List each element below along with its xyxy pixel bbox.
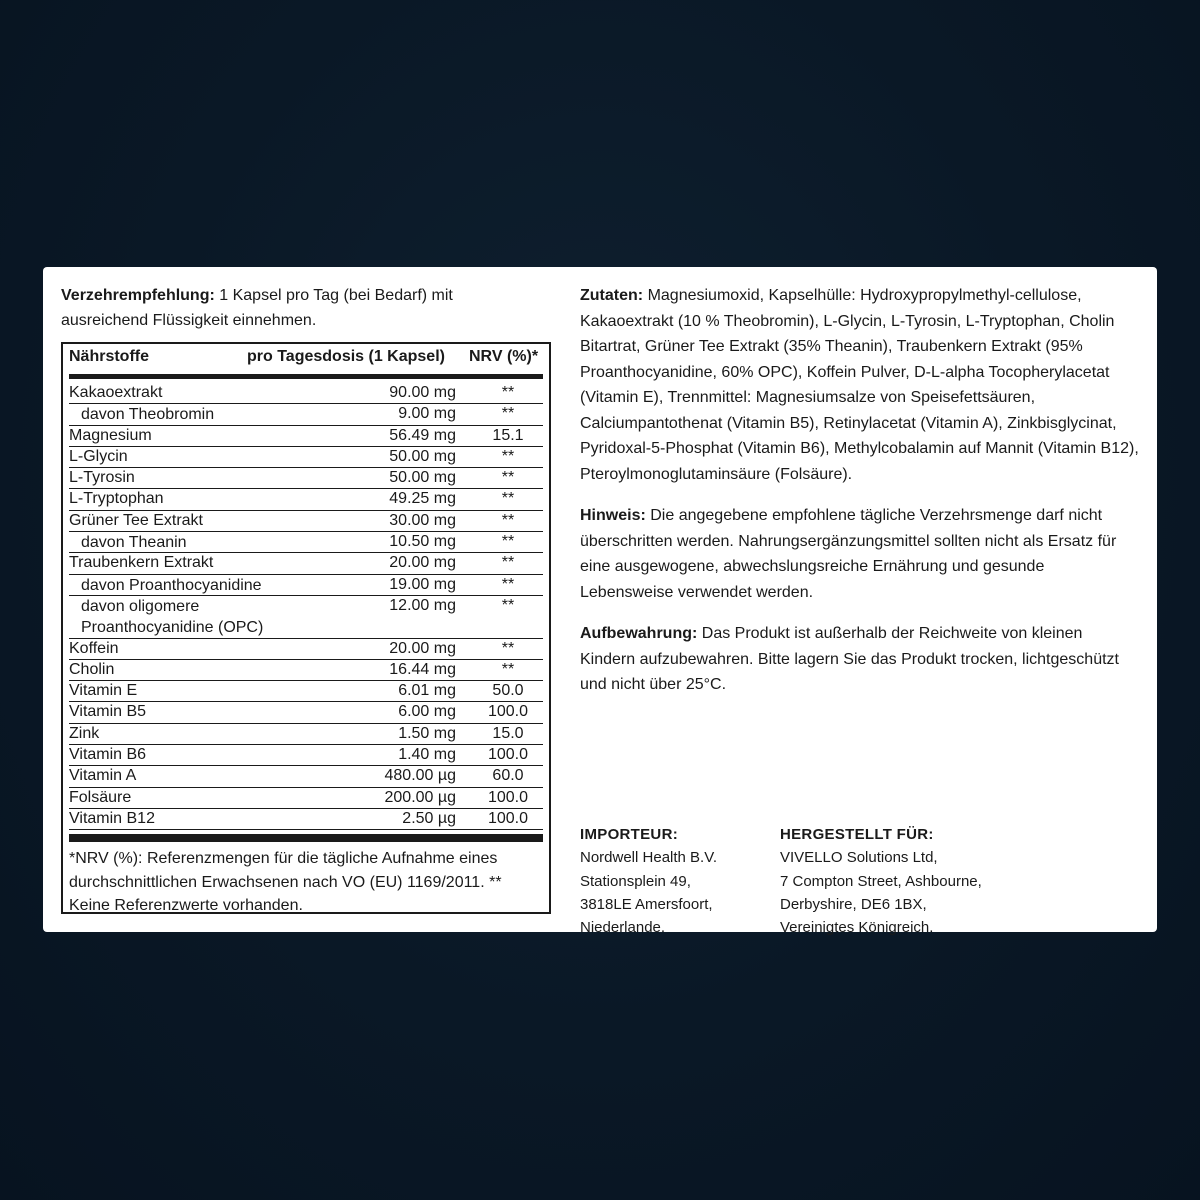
nutrient-nrv: 15.1: [492, 426, 524, 444]
nutrient-dose: 50.00 mg: [389, 469, 456, 487]
dosage-label: Verzehrempfehlung:: [61, 287, 215, 304]
nutrient-name: Cholin: [69, 660, 115, 678]
dosage-text: 1 Kapsel pro Tag (bei Bedarf) mit ausreichend Flüssigkeit einnehmen.: [61, 287, 453, 329]
table-row: [69, 511, 543, 532]
notice-label: Hinweis:: [580, 507, 646, 524]
nutrient-nrv: **: [501, 384, 515, 401]
nutrient-nrv: **: [501, 469, 515, 487]
importer-line: Niederlande.: [580, 919, 666, 937]
left-column: [61, 283, 551, 914]
nutrient-nrv: **: [501, 447, 515, 465]
nutrient-name: davon Proanthocyanidine: [81, 576, 262, 594]
nutrient-name: davon Theanin: [81, 534, 187, 552]
nrv-footnote: *NRV (%): Referenzmengen für die tägliche Aufnahme eines durchschnittlichen Erwachsenen nach VO (EU) 1169/2011. ** Keine Referenzwerte vorhanden.: [69, 850, 502, 914]
nutrient-nrv: 15.0: [492, 724, 524, 742]
header-nutrient: Nährstoffe: [69, 348, 150, 365]
importer-block: [580, 823, 770, 939]
table-bottom-rule: [69, 834, 543, 842]
notice-text: Die angegebene empfohlene tägliche Verzehrsmenge darf nicht überschritten werden. Nahrungsergänzungsmittel sollten nicht als Ersatz für eine ausgewogene, abwechslungsreiche Ernährung und gesunde Lebensweise verwendet werden.: [580, 507, 1117, 601]
nutrient-name: L-Tryptophan: [69, 490, 164, 508]
storage-label: Aufbewahrung:: [580, 625, 698, 642]
ingredients-text: Magnesiumoxid, Kapselhülle: Hydroxypropylmethyl-cellulose, Kakaoextrakt (10 % Theobromin), L-Glycin, L-Tyrosin, L-Tryptophan, Cholin Bitartrat, Grüner Tee Extrakt (35% Theanin), Traubenkern Extrakt (95% Proanthocyanidine, 60% OPC), Koffein Pulver, D-L-alpha Tocopherylacetat (Vitamin E), Trennmittel: Magnesiumsalze von Speisefettsäuren, Calciumpantothenat (Vitamin B5), Retinylacetat (Vitamin A), Zinkbisglycinat, Pyridoxal-5-Phosphat (Vitamin B6), Methylcobalamin auf Mannit (Vitamin B12), Pteroylmonoglutaminsäure (Folsäure).: [580, 287, 1139, 483]
nutrient-name: Folsäure: [69, 788, 132, 806]
nutrient-dose: 1.50 mg: [398, 724, 456, 742]
nutrient-name: Vitamin B12: [69, 809, 155, 827]
table-row: [69, 532, 543, 553]
table-row: [69, 639, 543, 660]
nutrient-name: Grüner Tee Extrakt: [69, 511, 203, 529]
nutrient-name: davon Theobromin: [81, 406, 215, 424]
manufacturer-line: 7 Compton Street, Ashbourne,: [780, 872, 982, 890]
table-row: [69, 553, 543, 574]
table-row: [69, 809, 543, 830]
nutrient-dose: 6.00 mg: [398, 703, 456, 721]
nutrient-nrv: **: [501, 660, 515, 678]
nutrient-name: Vitamin E: [69, 682, 138, 700]
nutrient-name: L-Tyrosin: [69, 469, 135, 487]
nutrient-dose: 20.00 mg: [389, 639, 456, 657]
dosage-recommendation: [61, 283, 511, 333]
table-row: [69, 404, 543, 425]
nutrient-dose: 200.00 µg: [384, 788, 456, 806]
nutrient-dose: 12.00 mg: [389, 596, 456, 614]
table-header: [69, 344, 543, 379]
table-row: [69, 724, 543, 745]
table-row: [69, 596, 543, 639]
nutrient-nrv: 60.0: [492, 767, 524, 785]
nutrient-name: Vitamin B5: [69, 703, 147, 721]
table-row: [69, 681, 543, 702]
nutrient-name: Magnesium: [69, 426, 152, 444]
manufacturer-block: [780, 823, 1040, 939]
nutrient-name: Vitamin A: [69, 767, 137, 785]
nutrient-nrv: 50.0: [492, 682, 524, 700]
label-panel: [43, 267, 1157, 937]
table-row: [69, 702, 543, 723]
manufacturer-line: Derbyshire, DE6 1BX,: [780, 895, 927, 913]
nutrient-dose: 19.00 mg: [389, 575, 456, 593]
nutrient-nrv: **: [501, 533, 515, 551]
right-column: [580, 283, 1140, 937]
nutrient-name: Traubenkern Extrakt: [69, 554, 214, 572]
nutrient-nrv: 100.0: [487, 703, 529, 721]
nutrient-dose: 90.00 mg: [389, 384, 456, 401]
nutrient-nrv: 100.0: [487, 788, 529, 806]
nutrient-nrv: **: [501, 575, 515, 593]
nutrient-dose: 49.25 mg: [389, 490, 456, 508]
manufacturer-heading: HERGESTELLT FÜR:: [780, 826, 934, 843]
header-nrv: NRV (%)*: [469, 348, 539, 365]
storage-paragraph: [580, 621, 1140, 698]
nutrient-name: davon oligomere Proanthocyanidine (OPC): [81, 597, 264, 636]
table-row: [69, 468, 543, 489]
importer-line: Nordwell Health B.V.: [580, 849, 718, 867]
nutrient-nrv: **: [501, 511, 515, 529]
ingredients-label: Zutaten:: [580, 287, 644, 304]
nutrient-nrv: **: [501, 596, 515, 614]
table-row: [69, 575, 543, 596]
nutrient-nrv: 100.0: [487, 809, 529, 827]
manufacturer-line: VIVELLO Solutions Ltd,: [780, 849, 938, 867]
nutrient-name: Kakaoextrakt: [69, 384, 163, 401]
nutrition-table: [61, 342, 551, 914]
table-row: [69, 489, 543, 510]
nutrient-dose: 6.01 mg: [398, 682, 456, 700]
nutrient-dose: 9.00 mg: [398, 405, 456, 423]
table-row: [69, 447, 543, 468]
importer-line: Stationsplein 49,: [580, 872, 691, 890]
table-row: [69, 745, 543, 766]
table-row: [69, 426, 543, 447]
manufacturer-line: Vereinigtes Königreich.: [780, 919, 934, 937]
nutrient-name: Zink: [69, 724, 100, 742]
importer-heading: IMPORTEUR:: [580, 826, 678, 843]
nutrient-name: Vitamin B6: [69, 746, 147, 764]
nutrient-nrv: **: [501, 554, 515, 572]
nutrient-name: L-Glycin: [69, 447, 128, 465]
nutrient-dose: 30.00 mg: [389, 511, 456, 529]
header-dose: pro Tagesdosis (1 Kapsel): [247, 348, 445, 365]
table-row: [69, 383, 543, 404]
nutrient-dose: 56.49 mg: [389, 426, 456, 444]
nutrient-nrv: **: [501, 490, 515, 508]
nutrient-dose: 480.00 µg: [384, 767, 456, 785]
nutrient-nrv: **: [501, 639, 515, 657]
nutrient-nrv: 100.0: [487, 746, 529, 764]
nutrient-dose: 20.00 mg: [389, 554, 456, 572]
storage-text: Das Produkt ist außerhalb der Reichweite von kleinen Kindern aufzubewahren. Bitte lagern Sie das Produkt trocken, lichtgeschützt und nicht über 25°C.: [580, 625, 1119, 693]
nutrient-nrv: **: [501, 405, 515, 423]
importer-line: 3818LE Amersfoort,: [580, 895, 713, 913]
nutrient-name: Koffein: [69, 639, 119, 657]
table-row: [69, 660, 543, 681]
nutrient-dose: 2.50 µg: [402, 809, 456, 827]
table-row: [69, 788, 543, 809]
table-body: [69, 383, 543, 830]
nutrient-dose: 1.40 mg: [398, 746, 456, 764]
nutrient-dose: 16.44 mg: [389, 660, 456, 678]
table-row: [69, 766, 543, 787]
ingredients-paragraph: [580, 283, 1140, 487]
nutrient-dose: 50.00 mg: [389, 447, 456, 465]
nutrient-dose: 10.50 mg: [389, 533, 456, 551]
notice-paragraph: [580, 503, 1140, 605]
